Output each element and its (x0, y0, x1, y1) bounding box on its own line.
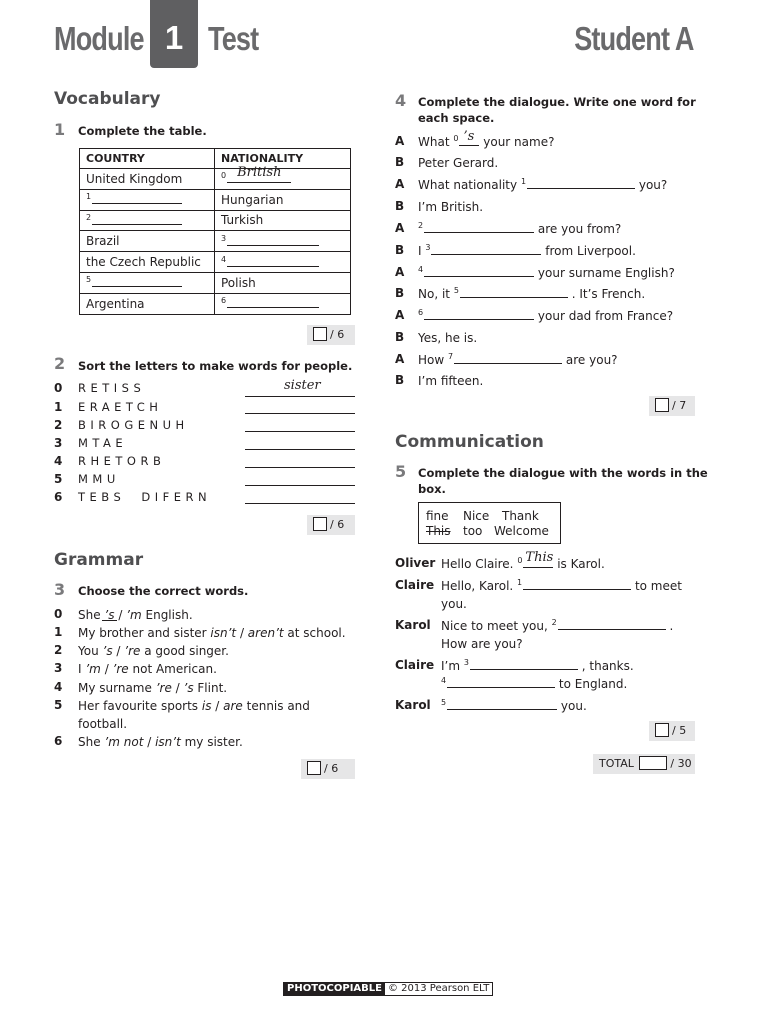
q4-score[interactable]: / 7 (649, 396, 695, 416)
option-2[interactable]: ’re (112, 662, 129, 676)
nationality-cell: Turkish (215, 210, 351, 231)
q1-instruction: Complete the table. (78, 124, 207, 138)
table-row (80, 231, 351, 252)
example-answer: British (237, 165, 282, 181)
list-item: I ’m / ’re not American. (78, 662, 217, 676)
dialogue-line: I’m British. (418, 200, 484, 214)
nationality-cell: Polish (215, 272, 351, 293)
dialogue-line: Peter Gerard. (418, 156, 499, 170)
list-item: My brother and sister isn’t / aren’t at school. (78, 626, 346, 640)
dialogue-line: $^6$ your dad from France? (418, 308, 674, 323)
table-header-nationality: NATIONALITY (215, 149, 351, 169)
country-cell[interactable]: 5 (80, 272, 215, 293)
word-box (418, 502, 561, 544)
total-score-box[interactable] (639, 756, 667, 770)
example-answer: sister (284, 378, 321, 393)
q2-number: 2 (54, 354, 66, 373)
scrambled-letters: MMU (78, 472, 120, 486)
dialogue-line: I’m $^3$ , thanks. (441, 658, 634, 673)
score-box[interactable] (313, 517, 327, 531)
dialogue-line: $^2$ are you from? (418, 221, 622, 236)
nationality-cell[interactable]: 4 (215, 252, 351, 273)
answer-line[interactable] (245, 449, 355, 450)
answer-line[interactable] (245, 467, 355, 468)
dialogue-line: $^4$ your surname English? (418, 265, 675, 280)
answer-line[interactable] (245, 485, 355, 486)
dialogue-line: I’m fifteen. (418, 374, 484, 388)
dialogue-line-continued: you. (441, 597, 467, 611)
footer (283, 982, 493, 996)
dialogue-line: Hello Claire. $^0$ This is Karol. (441, 550, 605, 571)
option-1[interactable]: is (201, 699, 212, 713)
dialogue-line: No, it $^5$ . It’s French. (418, 286, 646, 301)
answer-line[interactable] (245, 431, 355, 432)
dialogue-line: Nice to meet you, $^2$ . (441, 618, 674, 633)
q3-score[interactable]: / 6 (301, 759, 355, 779)
word: Thank (502, 509, 539, 523)
country-cell[interactable]: 1 (80, 189, 215, 210)
q2-instruction: Sort the letters to make words for people. (78, 359, 353, 373)
table-row (80, 169, 351, 190)
answer-line[interactable] (245, 413, 355, 414)
example-answer: ’s (463, 129, 475, 144)
q1-number: 1 (54, 120, 66, 139)
option-2[interactable]: ’s (183, 681, 194, 695)
dialogue-line: What $^0$ ’s your name? (418, 129, 555, 149)
list-item: You ’s / ’re a good singer. (78, 644, 229, 658)
module-label: Module (54, 20, 144, 57)
grammar-heading: Grammar (54, 550, 144, 570)
country-cell: Brazil (80, 231, 215, 252)
photocopiable-label: PHOTOCOPIABLE (284, 983, 385, 995)
nationality-cell[interactable]: 3 (215, 231, 351, 252)
scrambled-letters: BIROGENUH (78, 418, 189, 432)
option-1[interactable]: ’m not (104, 735, 144, 749)
nationality-cell[interactable]: 6 (215, 293, 351, 314)
scrambled-letters: RHETORB (78, 454, 166, 468)
dialogue-line: Yes, he is. (418, 331, 478, 345)
option-2[interactable]: isn’t (155, 735, 181, 749)
option-1[interactable]: ’m (85, 662, 101, 676)
nationality-cell: Hungarian (215, 189, 351, 210)
student-label: Student A (574, 20, 694, 57)
table-row (80, 252, 351, 273)
answer-line[interactable] (245, 396, 355, 397)
table-header-country: COUNTRY (80, 149, 215, 169)
communication-heading: Communication (395, 432, 544, 452)
dialogue-line: Hello, Karol. $^1$ to meet (441, 578, 682, 593)
word-used: This (426, 524, 451, 538)
table-row (80, 210, 351, 231)
score-box[interactable] (655, 398, 669, 412)
word: fine (426, 509, 449, 523)
q5-instruction: Complete the dialogue with the words in the box. (418, 466, 708, 496)
score-box[interactable] (307, 761, 321, 775)
score-box[interactable] (313, 327, 327, 341)
country-cell: Argentina (80, 293, 215, 314)
test-label: Test (208, 20, 259, 57)
dialogue-line: What nationality $^1$ you? (418, 177, 668, 192)
option-1[interactable]: ’s (104, 608, 115, 622)
q4-number: 4 (395, 91, 407, 110)
example-answer: This (525, 550, 554, 565)
dialogue-line-continued: $^4$ to England. (441, 676, 628, 691)
vocabulary-table (79, 148, 351, 315)
scrambled-letters: TEBS DIFERN (78, 490, 212, 504)
option-1[interactable]: isn’t (210, 626, 237, 640)
table-row (80, 272, 351, 293)
list-item: She ’m not / isn’t my sister. (78, 735, 243, 749)
table-row (80, 189, 351, 210)
dialogue-line: I $^3$ from Liverpool. (418, 243, 636, 258)
nationality-cell[interactable]: $^0$ British (215, 169, 351, 190)
q5-number: 5 (395, 462, 407, 481)
table-row (80, 293, 351, 314)
q5-score[interactable]: / 5 (649, 721, 695, 741)
q2-score[interactable]: / 6 (307, 515, 355, 535)
list-item: She ’s / ’m English. (78, 608, 193, 622)
scrambled-letters: MTAE (78, 436, 128, 450)
option-1[interactable]: ’s (102, 644, 113, 658)
q1-score[interactable]: / 6 (307, 325, 355, 345)
vocabulary-heading: Vocabulary (54, 89, 161, 109)
q4-instruction: Complete the dialogue. Write one word for each space. (418, 95, 696, 125)
q3-instruction: Choose the correct words. (78, 584, 249, 598)
word: Nice (463, 509, 490, 523)
country-cell[interactable]: 2 (80, 210, 215, 231)
list-item: Her favourite sports is / are tennis and (78, 699, 310, 713)
score-box[interactable] (655, 723, 669, 737)
q3-number: 3 (54, 580, 66, 599)
option-2[interactable]: aren’t (247, 626, 284, 640)
list-item-continued: football. (78, 717, 128, 731)
total-score[interactable]: TOTAL / 30 (593, 754, 695, 774)
country-cell: the Czech Republic (80, 252, 215, 273)
dialogue-line-continued: How are you? (441, 637, 523, 651)
dialogue-line: How $^7$ are you? (418, 352, 618, 367)
scrambled-letters: RETISS (78, 381, 146, 395)
word: too (463, 524, 483, 538)
copyright: © 2013 Pearson ELT (387, 983, 490, 994)
scrambled-letters: ERAETCH (78, 400, 163, 414)
word: Welcome (494, 524, 549, 538)
dialogue-line: $^5$ you. (441, 698, 587, 713)
list-item: My surname ’re / ’s Flint. (78, 681, 228, 695)
option-2[interactable]: ’re (124, 644, 141, 658)
option-2[interactable]: ’m (126, 608, 142, 622)
answer-line[interactable] (245, 503, 355, 504)
option-1[interactable]: ’re (155, 681, 172, 695)
option-2[interactable]: are (223, 699, 243, 713)
country-cell: United Kingdom (80, 169, 215, 190)
module-number-tab: 1 (150, 0, 198, 68)
